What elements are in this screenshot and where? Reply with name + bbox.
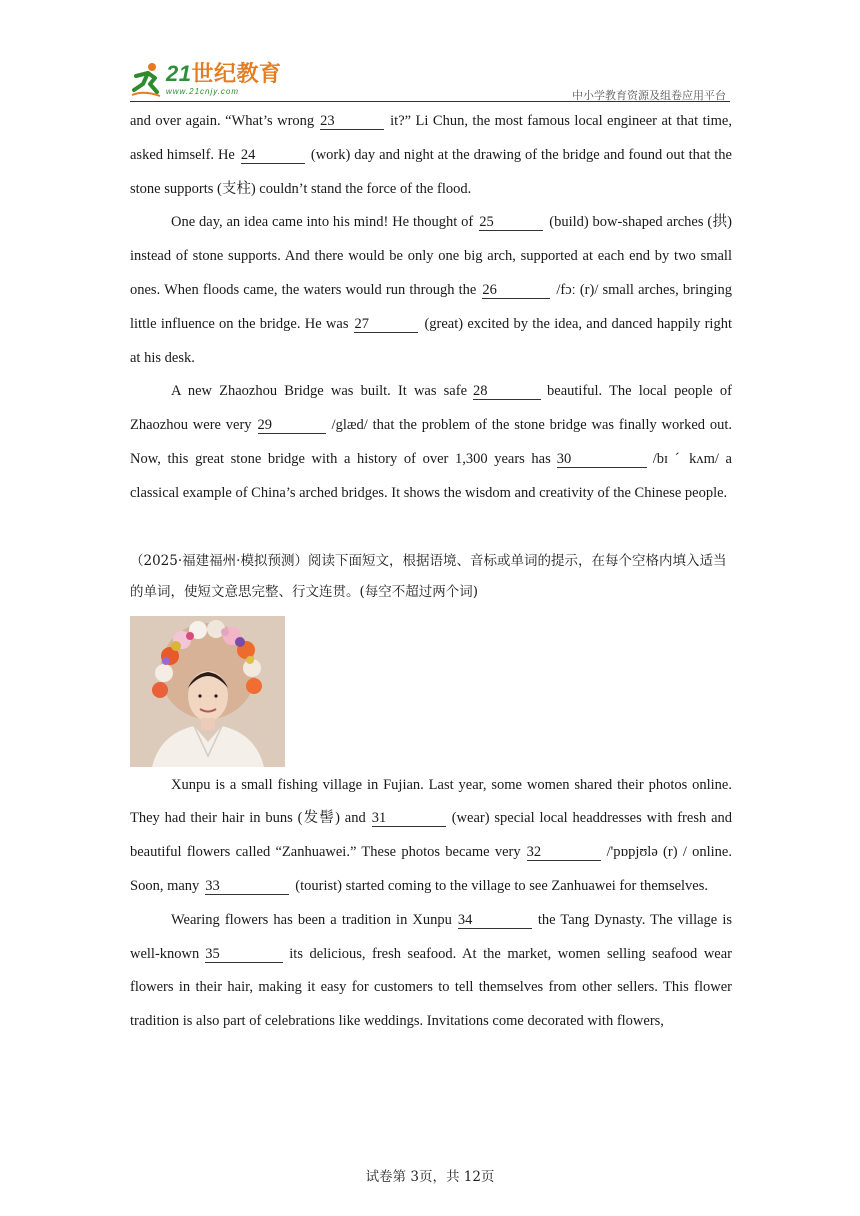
blank-23: 23 [320,113,384,130]
blank-35: 35 [205,946,283,963]
blank-29: 29 [258,417,326,434]
blank-31: 31 [372,810,446,827]
question-instructions: （2025·福建福州·模拟预测）阅读下面短文，根据语境、音标或单词的提示，在每个空格内填入适当的单词，使短文意思完整、行文连贯。(每空不超过两个词) [130,552,727,600]
blank-33: 33 [205,878,289,895]
page-header [130,62,730,102]
passage2-paragraph-1: Xunpu is a small fishing village in Fujian. Last year, some women shared their photos online. They had their hair in buns (发髻) and 31 (wear) special local headdresses with fresh and beautiful flowers called “Zanhuawei.” These photos became very 32 /'pɒpjʊlə (r) / online. Soon, many 33 (tourist) started coming to the village to see Zanhuawei for themselves. [130,776,732,894]
passage2-paragraph-2: Wearing flowers has been a tradition in Xunpu 34 the Tang Dynasty. The village is well-known 35 its delicious, fresh seafood. At the market, women selling seafood wear flowers in their hair, making it easy for customers to tell themselves from other sellers. This flower tradition is also part of celebrations like weddings. Invitations come decorated with flowers, [130,911,732,1030]
runner-logo-icon [130,62,164,98]
blank-34: 34 [458,912,532,929]
blank-32: 32 [527,844,601,861]
blank-24: 24 [241,147,305,164]
blank-27: 27 [354,316,418,333]
passage1-paragraph-2: One day, an idea came into his mind! He thought of 25 (build) bow-shaped arches (拱) instead of stone supports. And there would be only one big arch, supported at each end by two small ones. When floods came, the waters would run through the 26 /fɔː (r)/ small arches, bringing little influence on the bridge. He was 27 (great) excited by the idea, and danced happily right at his desk. [130,214,733,366]
blank-26: 26 [482,282,550,299]
logo-wordmark: 21世纪教育 [166,61,282,86]
header-divider [130,101,730,102]
passage1-paragraph-3: A new Zhaozhou Bridge was built. It was safe 28 beautiful. The local people of Zhaozhou were very 29 /glæd/ that the problem of the stone bridge was finally worked out. Now, this great stone bridge with a history of over 1,300 years has 30 /bɪ ˊ kʌm/ a classical example of China’s arched bridges. It shows the wisdom and creativity of the Chinese people. [130,383,732,501]
logo-url: www.21cnjy.com [166,87,239,96]
zanhuawei-photo [130,616,285,767]
blank-25: 25 [479,214,543,231]
woman-flower-headdress-image [130,616,285,767]
blank-28: 28 [473,383,541,400]
blank-30: 30 [557,451,647,468]
passage1-paragraph-1: and over again. “What’s wrong 23 it?” Li Chun, the most famous local engineer at that time, asked himself. He 24 (work) day and night at the drawing of the bridge and found out that the stone supports (支柱) couldn’t stand the force of the flood. [130,113,732,197]
page-footer: 试卷第 3页，共 12页 [365,1169,495,1185]
header-tagline: 中小学教育资源及组卷应用平台 [572,89,726,102]
exam-content [130,105,732,1039]
logo [130,62,282,102]
